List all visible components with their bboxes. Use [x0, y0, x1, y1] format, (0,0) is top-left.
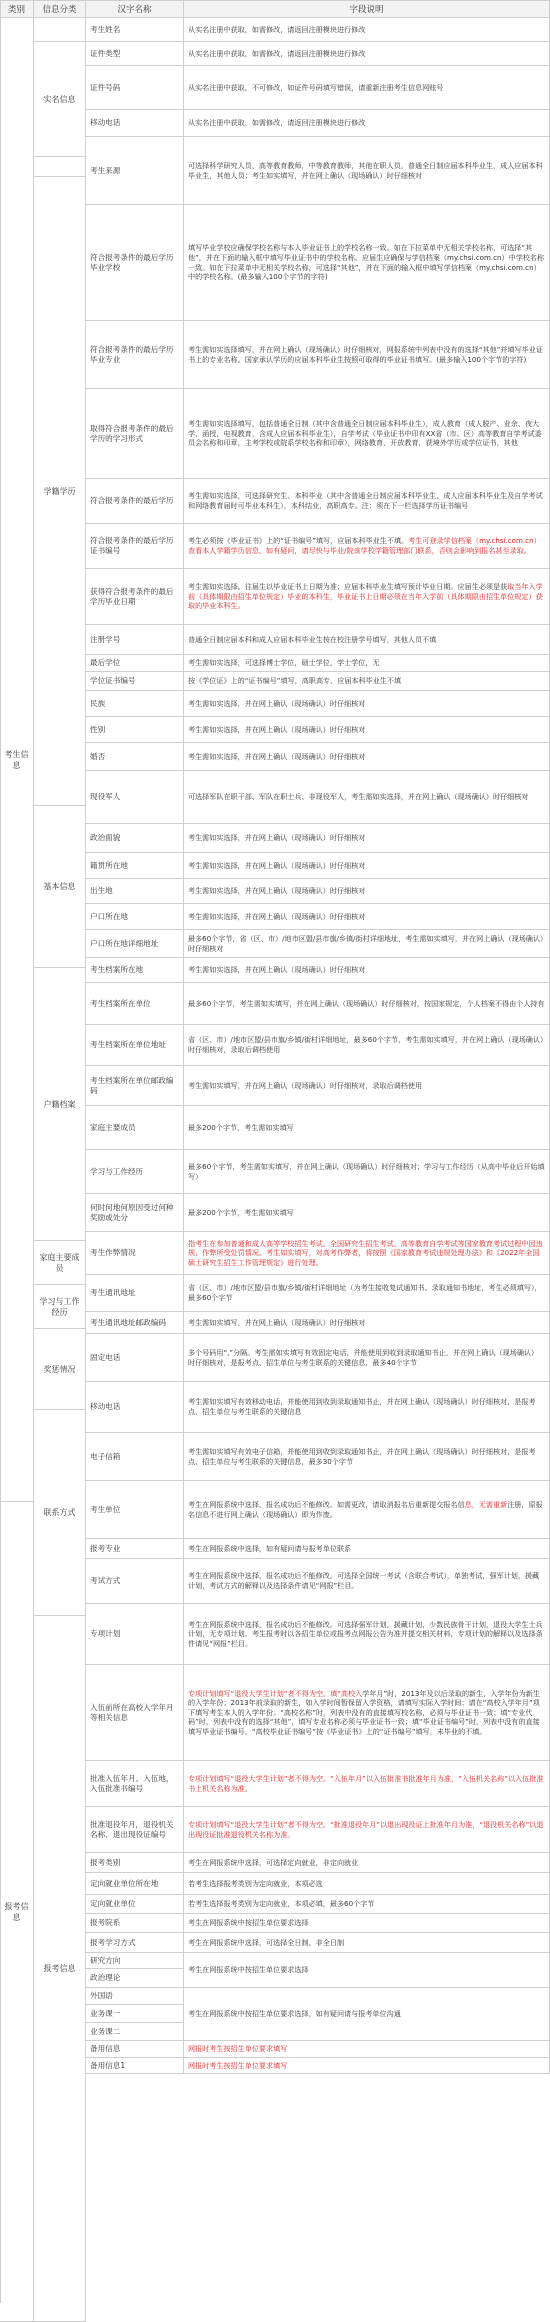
field-name-cell: 报考院系 [86, 1914, 184, 1933]
info-class-cell: 基本信息 [34, 806, 86, 968]
field-name-cell: 婚否 [86, 743, 184, 771]
field-desc-text: 可选择科学研究人员，高等教育教师，中等教育教师，其他在职人员，普通全日制应届本科毕业生，成人应届本科毕业生，其他人员；考生如实填写，并在网上确认（现场确认）时仔细核对 [188, 160, 543, 180]
field-desc-text: 考生需如实选择填写，包括普通全日制（其中含普通全日制应届本科毕业生），成人教育（成人脱产、业余、夜大学、函授，电视教育，含成人应届本科毕业生），自学考试（毕业证书中印有XX省（市、区）高等教育自学考试委员会名称和印章，主考学校或院系学校名称和印章），网络教育，开放教育，获境外学历或学位证书，其他 [188, 419, 542, 448]
field-desc-cell [184, 983, 550, 1025]
field-name-cell: 批准入伍年月、入伍地，入伍批准书编号 [86, 1761, 184, 1807]
field-desc-cell [184, 137, 550, 205]
info-class-cell: 家庭主要成员 [34, 1241, 86, 1285]
field-name-cell: 家庭主要成员 [86, 1106, 184, 1150]
field-name-cell: 业务课一 [86, 2005, 184, 2023]
field-desc-text: 考生需如实选择，可选择研究生、本科毕业（其中含普通全日制应届本科毕业生、成人应届本科毕业生及自学考试和网络教育届时可毕业本科生），本科结业，高职高专。注：须在下一栏选择学历证书编号 [188, 491, 543, 510]
field-desc-cell [184, 1807, 550, 1853]
field-desc-cell [184, 1853, 550, 1873]
field-desc-cell [184, 2041, 550, 2058]
field-name-cell: 出生地 [86, 879, 184, 904]
info-class-cell: 联系方式 [34, 1410, 86, 1616]
field-name-cell: 性别 [86, 717, 184, 743]
field-desc-cell [184, 655, 550, 672]
field-name-cell: 业务课二 [86, 2023, 184, 2041]
info-class-cell [34, 157, 86, 177]
info-class-cell [34, 18, 86, 42]
field-name-cell: 移动电话 [86, 110, 184, 137]
info-class-cell: 实名信息 [34, 42, 86, 157]
info-class-cell: 户籍档案 [34, 968, 86, 1241]
field-desc-cell [184, 1559, 550, 1604]
field-desc-cell [184, 18, 550, 42]
field-name-cell: 报考学习方式 [86, 1933, 184, 1953]
field-desc-text: 最多200个字节，考生需如实填写 [188, 1122, 294, 1132]
field-desc-cell [184, 205, 550, 321]
field-desc-text: 可选择军队在职干部、军队在职士兵、非现役军人，考生需如实选择，并在网上确认（现场确认）时仔细核对 [188, 792, 529, 802]
field-desc-text: 考生需如实选择，并在网上确认（现场确认）时仔细核对 [188, 860, 366, 870]
field-name-cell: 外国语 [86, 1988, 184, 2005]
field-desc-text: 考生在网报系统中按招生单位要求选择，如有疑问请与报考单位沟通 [188, 2009, 401, 2019]
field-desc-cell [184, 1150, 550, 1194]
field-desc-text: 最多60个字节，省（区、市）/地市区盟/县市旗/乡镇/街村详细地址，考生需如实填写，并在网上确认（现场确认）时仔细核对 [188, 933, 544, 953]
field-desc-text: 按《学位证》上的“证书编号”填写，高职高专、应届本科毕业生不填 [188, 676, 402, 686]
field-desc-text: 省（区、市）/地市区盟/县市旗/乡镇/街村详细地址，最多60个字节，考生需如实填写，并在网上确认（现场确认）时仔细核对，录取后调档使用 [188, 1035, 544, 1054]
field-name-cell: 专项计划 [86, 1604, 184, 1665]
field-name-cell: 移动电话 [86, 1382, 184, 1433]
field-name-cell: 学习与工作经历 [86, 1150, 184, 1194]
field-desc-text: 考生在网报系统中选择，报名成功后不能修改。如需更改，请取消报名后重新提交报名信息，无需重新注册，原报名信息不进行网上确认（现场确认）即为作废。 [188, 1499, 543, 1519]
field-desc-text: 考生需如实选择，并在网上确认（现场确认）时仔细核对 [188, 886, 366, 896]
field-name-cell: 符合报考条件的最后学历证书编号 [86, 524, 184, 569]
field-desc-text: 从实名注册中获取，如需修改，请返回注册模块进行修改 [188, 24, 366, 34]
field-desc-text: 省（区、市）/地市区盟/县市旗/乡镇/街村详细地址（为考生接收复试通知书、录取通知书地址，考生必须填写），最多60个字节 [188, 1283, 542, 1302]
field-desc-cell [184, 743, 550, 771]
field-desc-cell [184, 389, 550, 479]
field-desc-cell [184, 1312, 550, 1334]
field-desc-text: 考生在网报系统中选择，可选择定向就业，非定向就业 [188, 1857, 359, 1867]
field-name-cell: 考生档案所在单位邮政编码 [86, 1066, 184, 1106]
field-name-cell: 考生通讯地址 [86, 1275, 184, 1312]
field-desc-text: 网报时考生按招生单位要求填写 [188, 2060, 288, 2070]
field-name-cell: 考生来源 [86, 137, 184, 205]
field-desc-text: 从实名注册中获取，不可修改，如证件号码填写错误，请重新注册考生信息网账号 [188, 82, 444, 92]
field-desc-text: 考生在网报系统中选择，报名成功后不能修改。可选择全国统一考试（含联合考试），单独考试，强军计划，援藏计划，考试方式的解释以及选择条件请见“网报”栏目。 [188, 1571, 540, 1590]
field-desc-cell [184, 1106, 550, 1150]
field-desc-cell [184, 1873, 550, 1895]
category-cell: 考生信息 [0, 18, 34, 1502]
field-name-cell: 定向就业单位所在地 [86, 1873, 184, 1895]
header-category: 类别 [0, 0, 34, 18]
field-name-cell: 考生档案所在单位地址 [86, 1025, 184, 1066]
field-desc-text: 从实名注册中获取，如需修改，请返回注册模块进行修改 [188, 118, 366, 128]
field-desc-text: 填写毕业学校应确保学校名称与本人毕业证书上的学校名称一致。如在下拉菜单中无相关学校名称，可选择“其他”，并在下面的输入框中填写毕业证书中的学校名称。应届生应确保与学信档案（my.chsi.com.cn）中学校名称一致。如在下拉菜单中无相关学校名称，可选择“其他”，并在下面的输入框中填写学信档案（my.chsi.com.cn）中的学校名称。(最多输入100个字节的字符) [188, 243, 545, 282]
field-desc-cell [184, 1382, 550, 1433]
field-desc-text: 从实名注册中获取，如需修改，请返回注册模块进行修改 [188, 48, 366, 58]
field-desc-text: 若考生选择报考类别为定向就业，本项必填，最多60个字节 [188, 1899, 375, 1909]
field-name-cell: 报考类别 [86, 1853, 184, 1873]
field-desc-text: 网报时考生按招生单位要求填写 [188, 2044, 288, 2054]
field-desc-text: 考生需如实选择，并在网上确认（现场确认）时仔细核对 [188, 965, 366, 975]
field-desc-text: 考生需如实选择，并在网上确认（现场确认）时仔细核对 [188, 698, 366, 708]
field-desc-cell [184, 2058, 550, 2074]
field-desc-cell [184, 853, 550, 879]
field-name-cell: 证件号码 [86, 66, 184, 110]
field-desc-text: 考生在网报系统中选择，报名成功后不能修改。可选择强军计划，援藏计划，少数民族骨干计划，退役大学生士兵计划，无专项计划。考生报考时以各招生单位或报考点网报公告为准并提交相关材料，专项计划的解释以及选择条件请见“网报”栏目。 [188, 1619, 543, 1648]
field-desc-cell [184, 1066, 550, 1106]
field-desc-text: 最多60个字节，考生需如实填写，并在网上确认（现场确认）时仔细核对，按国家规定，个人档案不得由个人持有 [188, 998, 545, 1008]
field-desc-text: 考生需如实填写有效移动电话，并能使用到收到录取通知书止，并在网上确认（现场确认）时仔细核对，是报考点、招生单位与考生联系的关键信息 [188, 1397, 536, 1416]
field-desc-cell [184, 1914, 550, 1933]
field-desc-cell [184, 672, 550, 691]
field-desc-cell [184, 1433, 550, 1481]
field-desc-cell [184, 879, 550, 904]
field-name-cell: 最后学位 [86, 655, 184, 672]
field-desc-cell [184, 904, 550, 930]
field-desc-cell [184, 1933, 550, 1953]
field-name-cell: 电子信箱 [86, 1433, 184, 1481]
field-name-cell: 何时何地何原因受过何种奖励或处分 [86, 1194, 184, 1232]
field-desc-text: 考生在网报系统中选择，如有疑问请与报考单位联系 [188, 1543, 352, 1553]
field-name-cell: 学位证书编号 [86, 672, 184, 691]
field-name-cell: 考生单位 [86, 1481, 184, 1539]
field-desc-cell [184, 42, 550, 66]
field-desc-cell [184, 958, 550, 983]
field-desc-cell [184, 1539, 550, 1559]
field-name-cell: 证件类型 [86, 42, 184, 66]
field-name-cell: 籍贯所在地 [86, 853, 184, 879]
field-desc-cell [184, 1194, 550, 1232]
field-desc-text: 考生需如实填写，并在网上确认（现场确认）时仔细核对，录取后调档使用 [188, 1080, 423, 1090]
field-desc-cell [184, 1988, 550, 2041]
field-desc-text: 考生需如实选择，并在网上确认（现场确认）时仔细核对 [188, 724, 366, 734]
field-desc-text: 若考生选择报考类别为定向就业，本项必选 [188, 1878, 323, 1888]
field-desc-text: 最多60个字节，考生需如实填写，并在网上确认（现场确认）时仔细核对；学习与工作经历（从高中毕业后开始填写） [188, 1161, 545, 1181]
field-name-cell: 备用信息 [86, 2041, 184, 2058]
info-class-cell: 报考信息 [34, 1616, 86, 2322]
field-desc-cell [184, 1953, 550, 1988]
header-chinese-name: 汉字名称 [86, 0, 184, 18]
field-desc-text: 考生需如实选择，可选择博士学位，硕士学位，学士学位，无 [188, 658, 380, 668]
field-desc-text: 专项计划填写“退役大学生计划”者不得为空。填“高校入学年月”时，2013年及以后录取的新生，入学年份为新生的入学年份；2013年前录取的新生，如入学时间暂保留入学资格，请填写实际入学时间；请在“高校入学年月”项下填写考生本人的入学年份。“高校名称”时，列表中没有的直接填写校名称，必须与毕业证书一致；填“专业代码”时，列表中没有的选择“其他”，填写专业名称必须与毕业证书一致；填“毕业证书编号”时，列表中没有的直接填写毕业证书编号，“高校毕业证书编号”按《毕业证书》上的“证书编号”填写，未毕业的不填。 [188, 1688, 540, 1736]
info-class-cell: 学籍学历 [34, 177, 86, 806]
field-name-cell: 考生档案所在单位 [86, 983, 184, 1025]
field-name-cell: 批准退役年月，退役机关名称、退出现役证编号 [86, 1807, 184, 1853]
field-desc-text: 考生需如实选择，并在网上确认（现场确认）时仔细核对 [188, 833, 366, 843]
field-desc-cell [184, 1025, 550, 1066]
category-cell: 报考信息 [0, 1502, 34, 2322]
field-name-cell: 考生作弊情况 [86, 1232, 184, 1275]
field-desc-text: 考生在网报系统中按招生单位要求选择 [188, 1965, 309, 1975]
field-desc-cell [184, 1481, 550, 1539]
field-name-cell: 考试方式 [86, 1559, 184, 1604]
field-desc-text: 考生需如实选择。往届生以毕业证书上日期为准；应届本科毕业生填写预计毕业日期。应届生必须是获取当年入学前（具体期限由招生单位规定）毕业的本科生，毕业证书上日期必须在当年入学前（具体期限由招生单位规定）获取的毕业本科生。 [188, 582, 543, 611]
field-desc-cell [184, 1665, 550, 1761]
field-desc-cell [184, 824, 550, 853]
field-desc-text: 考生需如实选择，并在网上确认（现场确认）时仔细核对 [188, 751, 366, 761]
info-class-cell: 学习与工作经历 [34, 1285, 86, 1329]
field-name-cell: 户口所在地详细地址 [86, 930, 184, 958]
field-name-cell: 考生姓名 [86, 18, 184, 42]
field-desc-cell [184, 625, 550, 655]
field-desc-cell [184, 1232, 550, 1275]
field-desc-cell [184, 1604, 550, 1665]
field-desc-cell [184, 1761, 550, 1807]
field-name-cell: 报考专业 [86, 1539, 184, 1559]
field-desc-text: 考生在网报系统中按招生单位要求选择 [188, 1918, 309, 1928]
field-desc-cell [184, 479, 550, 524]
field-desc-cell [184, 930, 550, 958]
field-name-cell: 取得符合报考条件的最后学历的学习形式 [86, 389, 184, 479]
field-name-cell: 考生通讯地址邮政编码 [86, 1312, 184, 1334]
field-name-cell: 入伍前所在高校入学年月等相关信息 [86, 1665, 184, 1761]
header-field-desc: 字段说明 [184, 0, 550, 18]
field-name-cell: 备用信息1 [86, 2058, 184, 2074]
field-name-cell: 现役军人 [86, 771, 184, 824]
field-desc-cell [184, 1334, 550, 1382]
field-name-cell: 民族 [86, 691, 184, 717]
field-desc-cell [184, 1895, 550, 1914]
field-name-cell: 定向就业单位 [86, 1895, 184, 1914]
field-name-cell: 研究方向 [86, 1953, 184, 1969]
field-name-cell: 注册学号 [86, 625, 184, 655]
field-desc-cell [184, 66, 550, 110]
field-desc-cell [184, 691, 550, 717]
field-desc-text: 专项计划填写“退役大学生计划”者不得为空。“入伍年月”以入伍批准书批准年月为准，“入伍机关名称”以入伍批准书上机关名称为准。 [188, 1773, 544, 1793]
field-desc-text: 最多200个字节，考生需如实填写 [188, 1207, 294, 1217]
field-name-cell: 户口所在地 [86, 904, 184, 930]
field-desc-cell [184, 771, 550, 824]
field-desc-cell [184, 524, 550, 569]
field-desc-cell [184, 717, 550, 743]
field-desc-text: 多个号码用“,”分隔。考生需如实填写有效固定电话，并能使用到收到录取通知书止，并在网上确认（现场确认）时仔细核对，是报考点、招生单位与考生联系的关键信息，最多40个字节 [188, 1347, 539, 1367]
field-desc-text: 考生在网报系统中选择，可选择全日制，非全日制 [188, 1937, 345, 1947]
field-desc-text: 考生必须按《毕业证书》上的“证书编号”填写，应届本科毕业生不填。考生可登录学信档案（my.chsi.com.cn）查看本人学籍学历信息，如有疑问，请尽快与毕业/院该学校学籍管理部门联系，否则会影响到报名甚至录取。 [188, 536, 541, 555]
field-desc-text: 考生需如实选择填写，并在网上确认（现场确认）时仔细核对，网报系统中列表中没有的选择“其他”并填写毕业证书上的专业名称。国家承认学历的应届本科毕业生按照可取得的毕业证书填写。(最多输入100个字节的字符) [188, 344, 543, 364]
field-desc-cell [184, 321, 550, 389]
info-class-cell: 奖惩情况 [34, 1329, 86, 1410]
field-name-cell: 考生档案所在地 [86, 958, 184, 983]
field-desc-cell [184, 1275, 550, 1312]
field-desc-text: 考生需如实填写，并在网上确认（现场确认）时仔细核对 [188, 1317, 366, 1327]
field-name-cell: 政治面貌 [86, 824, 184, 853]
field-name-cell: 政治理论 [86, 1969, 184, 1988]
field-desc-text: 指考生在参加普通和成人高等学校招生考试、全国研究生招生考试、高等教育自学考试等国家教育考试过程中因违规、作弊所受处罚情况。考生如实填写，对高考作弊者，将按照《国家教育考试违规处理办法》和《2022年全国硕士研究生招生工作管理规定》进行处理。 [188, 1238, 543, 1267]
field-desc-text: 考生需如实填写有效电子信箱，并能使用到收到录取通知书止，并在网上确认（现场确认）时仔细核对，是报考点、招生单位与考生联系的关键信息，最多30个字节 [188, 1446, 536, 1466]
field-name-cell: 符合报考条件的最后学历毕业学校 [86, 205, 184, 321]
field-name-cell: 固定电话 [86, 1334, 184, 1382]
field-name-cell: 符合报考条件的最后学历毕业专业 [86, 321, 184, 389]
field-desc-cell [184, 110, 550, 137]
field-desc-cell [184, 569, 550, 625]
field-desc-text: 考生需如实选择，并在网上确认（现场确认）时仔细核对 [188, 911, 366, 921]
field-name-cell: 符合报考条件的最后学历 [86, 479, 184, 524]
field-name-cell: 获得符合报考条件的最后学历毕业日期 [86, 569, 184, 625]
header-info-class: 信息分类 [34, 0, 86, 18]
field-desc-text: 普通全日制应届本科和成人应届本科毕业生按在校注册学号填写，其他人员不填 [188, 634, 437, 644]
field-desc-text: 专项计划填写“退役大学生计划”者不得为空。“批准退役年月”以退出现役证上批准年月为准，“退役机关名称”以退出现役证批准退役机关名称为准。 [188, 1819, 544, 1839]
